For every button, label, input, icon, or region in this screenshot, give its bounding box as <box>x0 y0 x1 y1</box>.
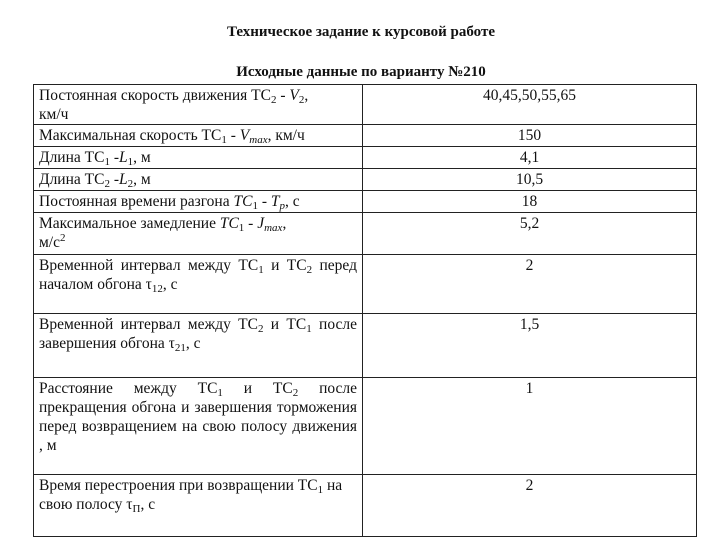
table-row <box>34 147 697 169</box>
param-cell: Временной интервал между $ТС_2$ и $ТС_1$ после завершения обгона $\tau_{21}$, с <box>34 314 363 378</box>
table-row <box>34 191 697 213</box>
param-cell: Длина $ТС_1$ $-L_1$, м <box>34 147 363 169</box>
value-cell: 2 <box>363 475 697 537</box>
table-row <box>34 475 697 537</box>
value-cell: 1 <box>363 378 697 475</box>
value-cell: 2 <box>363 255 697 314</box>
param-cell: Временной интервал между $ТС_1$ и $ТС_2$ перед началом обгона $\tau_{12}$, с <box>34 255 363 314</box>
value-cell: 1,5 <box>363 314 697 378</box>
value-cell: 10,5 <box>363 169 697 191</box>
table-row <box>34 255 697 314</box>
document-title: Техническое задание к курсовой работе <box>226 24 495 40</box>
param-cell: Постоянная скорость движения $ТС_2 - V_2$, км/ч <box>34 85 363 125</box>
table-row <box>34 213 697 255</box>
value-cell: 4,1 <box>363 147 697 169</box>
value-cell: 150 <box>363 125 697 147</box>
variant-subtitle: Исходные данные по варианту №210 <box>236 64 486 80</box>
value-cell: 40,45,50,55,65 <box>363 85 697 125</box>
param-cell: Максимальное замедление $TC_1 - J_{max}$, $м/с^2$ <box>34 213 363 255</box>
table-row <box>34 378 697 475</box>
param-cell: Расстояние между $ТС_1$ и $ТС_2$ после прекращения обгона и завершения торможения перед возвращением на свою полосу движения , м <box>34 378 363 475</box>
input-data-table <box>33 84 697 537</box>
table-row <box>34 125 697 147</box>
param-cell: Время перестроения при возвращении $ТС_1$ на свою полосу $\tau_П$, с <box>34 475 363 537</box>
value-cell: 18 <box>363 191 697 213</box>
value-cell: 5,2 <box>363 213 697 255</box>
param-cell: Постоянная времени разгона $TC_1 - T_p$, с <box>34 191 363 213</box>
table-row <box>34 314 697 378</box>
table-row <box>34 169 697 191</box>
param-cell: Длина $ТС_2$ $-L_2$, м <box>34 169 363 191</box>
param-cell: Максимальная скорость $ТС_1 - V_{max}$, км/ч <box>34 125 363 147</box>
table-row <box>34 85 697 125</box>
